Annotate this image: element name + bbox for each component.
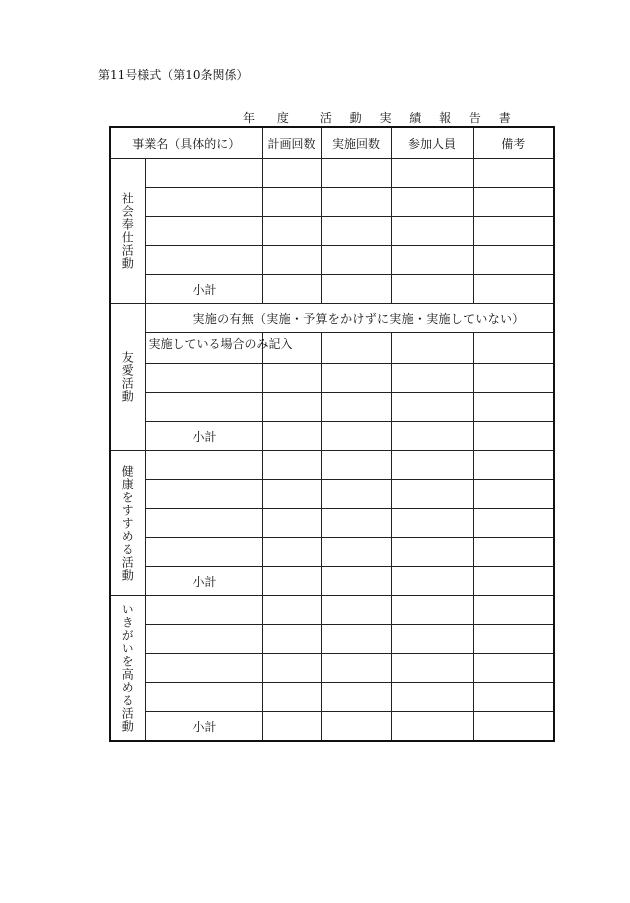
project-cell[interactable] <box>145 480 262 509</box>
remarks-cell[interactable] <box>473 422 554 451</box>
remarks-cell[interactable] <box>473 538 554 567</box>
project-cell[interactable] <box>145 509 262 538</box>
planned-cell[interactable] <box>262 275 321 304</box>
remarks-cell[interactable] <box>473 333 554 364</box>
remarks-cell[interactable] <box>473 159 554 188</box>
participants-cell[interactable] <box>391 422 473 451</box>
remarks-cell[interactable] <box>473 712 554 742</box>
table-row <box>110 333 554 364</box>
subtotal-label: 小計 <box>145 567 262 596</box>
planned-cell[interactable] <box>262 538 321 567</box>
title-year: 年 度 <box>243 111 298 125</box>
table-row <box>110 654 554 683</box>
project-cell[interactable] <box>145 159 262 188</box>
actual-cell[interactable] <box>321 333 391 364</box>
actual-cell[interactable] <box>321 159 391 188</box>
subtotal-label: 小計 <box>145 422 262 451</box>
remarks-cell[interactable] <box>473 246 554 275</box>
planned-cell[interactable] <box>262 393 321 422</box>
table-row <box>110 304 554 333</box>
remarks-cell[interactable] <box>473 480 554 509</box>
actual-cell[interactable] <box>321 480 391 509</box>
planned-cell[interactable] <box>262 596 321 625</box>
table-row <box>110 393 554 422</box>
participants-cell[interactable] <box>391 451 473 480</box>
table-row <box>110 538 554 567</box>
participants-cell[interactable] <box>391 159 473 188</box>
col-header-actual: 実施回数 <box>321 127 391 159</box>
participants-cell[interactable] <box>391 712 473 742</box>
project-cell[interactable] <box>145 596 262 625</box>
remarks-cell[interactable] <box>473 275 554 304</box>
remarks-cell[interactable] <box>473 509 554 538</box>
actual-cell[interactable] <box>321 683 391 712</box>
actual-cell[interactable] <box>321 217 391 246</box>
table-row <box>110 159 554 188</box>
planned-cell[interactable] <box>262 217 321 246</box>
col-header-participants: 参加人員 <box>391 127 473 159</box>
remarks-cell[interactable] <box>473 654 554 683</box>
planned-cell[interactable] <box>262 364 321 393</box>
col-header-remarks: 備考 <box>473 127 554 159</box>
actual-cell[interactable] <box>321 364 391 393</box>
planned-cell[interactable] <box>262 246 321 275</box>
actual-cell[interactable] <box>321 712 391 742</box>
subtotal-row <box>110 712 554 742</box>
planned-cell[interactable] <box>262 159 321 188</box>
planned-cell[interactable] <box>262 480 321 509</box>
title-name: 活 動 実 績 報 告 書 <box>319 111 518 125</box>
table-row <box>110 625 554 654</box>
remarks-cell[interactable] <box>473 596 554 625</box>
planned-cell[interactable] <box>262 451 321 480</box>
actual-cell[interactable] <box>321 393 391 422</box>
col-header-planned: 計画回数 <box>262 127 321 159</box>
subtotal-label: 小計 <box>145 275 262 304</box>
remarks-cell[interactable] <box>473 188 554 217</box>
actual-cell[interactable] <box>321 422 391 451</box>
remarks-cell[interactable] <box>473 393 554 422</box>
subtotal-row <box>110 567 554 596</box>
planned-cell[interactable] <box>262 509 321 538</box>
note-only-if-implemented: 実施している場合のみ記入 <box>145 333 262 364</box>
table-row <box>110 188 554 217</box>
actual-cell[interactable] <box>321 654 391 683</box>
table-row <box>110 246 554 275</box>
remarks-cell[interactable] <box>473 217 554 246</box>
planned-cell[interactable] <box>262 712 321 742</box>
category-label-health: 健康をすすめる活動 <box>110 451 145 596</box>
project-cell[interactable] <box>145 538 262 567</box>
participants-cell[interactable] <box>391 654 473 683</box>
participants-cell[interactable] <box>391 217 473 246</box>
planned-cell[interactable] <box>262 654 321 683</box>
project-cell[interactable] <box>145 683 262 712</box>
actual-cell[interactable] <box>321 275 391 304</box>
actual-cell[interactable] <box>321 625 391 654</box>
actual-cell[interactable] <box>321 538 391 567</box>
category-label-purpose-in-life: いきがいを高める活動 <box>110 596 145 742</box>
table-row <box>110 217 554 246</box>
planned-cell[interactable] <box>262 625 321 654</box>
participants-cell[interactable] <box>391 188 473 217</box>
remarks-cell[interactable] <box>473 451 554 480</box>
project-cell[interactable] <box>145 246 262 275</box>
table-row <box>110 364 554 393</box>
participants-cell[interactable] <box>391 275 473 304</box>
project-cell[interactable] <box>145 188 262 217</box>
actual-cell[interactable] <box>321 509 391 538</box>
participants-cell[interactable] <box>391 625 473 654</box>
implementation-status[interactable]: 実施の有無（実施・予算をかけずに実施・実施していない） <box>145 304 554 333</box>
remarks-cell[interactable] <box>473 683 554 712</box>
participants-cell[interactable] <box>391 509 473 538</box>
project-cell[interactable] <box>145 393 262 422</box>
category-label-friendship: 友愛活動 <box>110 304 145 451</box>
table-row <box>110 509 554 538</box>
project-cell[interactable] <box>145 217 262 246</box>
actual-cell[interactable] <box>321 451 391 480</box>
subtotal-row <box>110 275 554 304</box>
remarks-cell[interactable] <box>473 364 554 393</box>
planned-cell[interactable] <box>262 188 321 217</box>
participants-cell[interactable] <box>391 567 473 596</box>
document-title <box>243 109 518 126</box>
actual-cell[interactable] <box>321 596 391 625</box>
participants-cell[interactable] <box>391 333 473 364</box>
actual-cell[interactable] <box>321 567 391 596</box>
table-row <box>110 596 554 625</box>
project-cell[interactable] <box>145 654 262 683</box>
participants-cell[interactable] <box>391 393 473 422</box>
table-row <box>110 451 554 480</box>
table-row <box>110 480 554 509</box>
actual-cell[interactable] <box>321 246 391 275</box>
project-cell[interactable] <box>145 364 262 393</box>
planned-cell[interactable] <box>262 567 321 596</box>
project-cell[interactable] <box>145 451 262 480</box>
participants-cell[interactable] <box>391 538 473 567</box>
category-label-social-service: 社会奉仕活動 <box>110 159 145 304</box>
subtotal-row <box>110 422 554 451</box>
participants-cell[interactable] <box>391 683 473 712</box>
col-header-project: 事業名（具体的に） <box>110 127 262 159</box>
participants-cell[interactable] <box>391 246 473 275</box>
remarks-cell[interactable] <box>473 625 554 654</box>
planned-cell[interactable] <box>262 683 321 712</box>
project-cell[interactable] <box>145 625 262 654</box>
subtotal-label: 小計 <box>145 712 262 742</box>
participants-cell[interactable] <box>391 480 473 509</box>
participants-cell[interactable] <box>391 364 473 393</box>
activity-report-table <box>109 126 555 742</box>
participants-cell[interactable] <box>391 596 473 625</box>
actual-cell[interactable] <box>321 188 391 217</box>
table-header-row <box>110 127 554 159</box>
remarks-cell[interactable] <box>473 567 554 596</box>
planned-cell[interactable] <box>262 422 321 451</box>
form-number: 第11号様式（第10条関係） <box>98 68 249 82</box>
table-row <box>110 683 554 712</box>
